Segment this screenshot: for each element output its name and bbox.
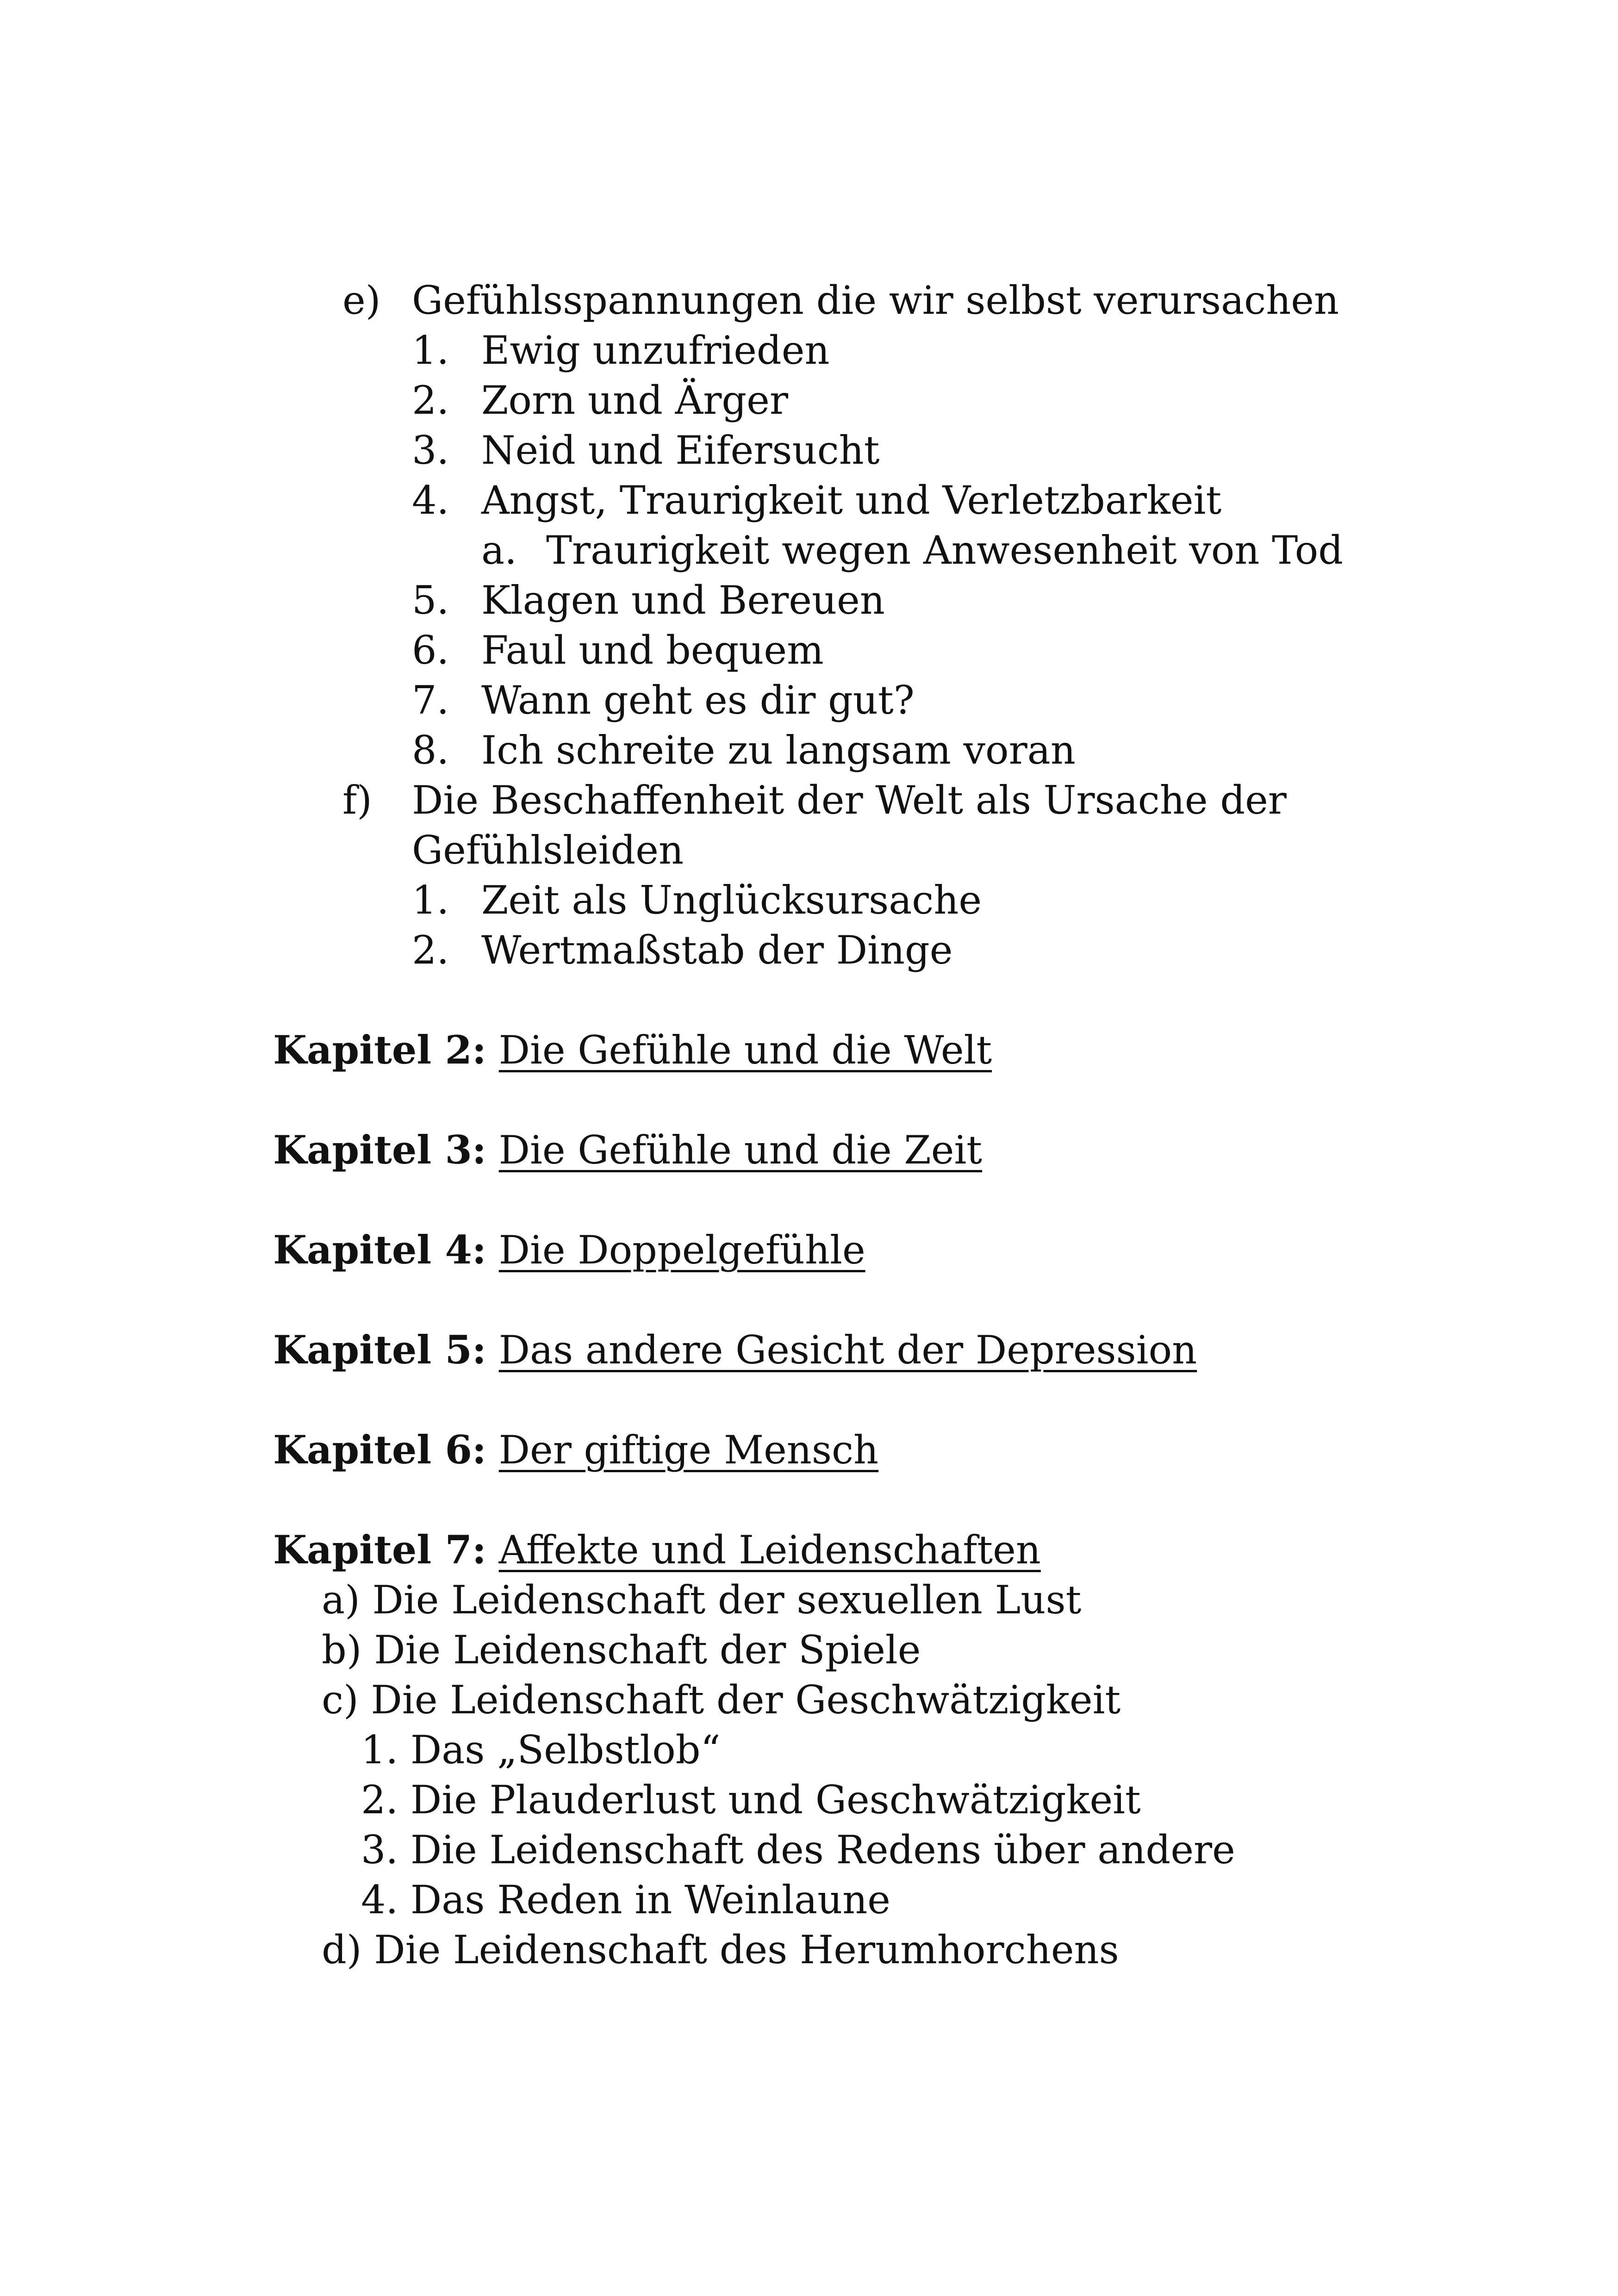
list-item: Ich schreite zu langsam voran (481, 728, 1076, 773)
list-item: d) Die Leidenschaft des Herumhorchens (322, 1927, 1119, 1972)
sublist-letter: a. (481, 528, 517, 573)
list-item: Zeit als Unglücksursache (481, 877, 982, 923)
chapter-label: Kapitel 5: (273, 1327, 486, 1373)
section-heading: Gefühlsspannungen die wir selbst verursachen (412, 278, 1339, 323)
list-marker: f) (342, 778, 372, 823)
chapter-title: Die Gefühle und die Welt (498, 1027, 992, 1073)
list-item: Wann geht es dir gut? (481, 678, 915, 723)
chapter-heading (273, 1525, 1041, 1575)
chapter-heading (273, 1125, 982, 1175)
list-number: 6. (412, 628, 449, 673)
list-number: 3. (412, 428, 449, 473)
list-item: Angst, Traurigkeit und Verletzbarkeit (481, 478, 1222, 523)
list-item: Faul und bequem (481, 628, 824, 673)
list-item: Wertmaßstab der Dinge (481, 927, 953, 973)
list-item: Klagen und Bereuen (481, 578, 885, 623)
list-number: 1. (412, 328, 449, 373)
chapter-label: Kapitel 3: (273, 1127, 486, 1173)
list-number: 1. (412, 877, 449, 923)
chapter-heading (273, 1325, 1197, 1375)
list-item: c) Die Leidenschaft der Geschwätzigkeit (322, 1677, 1121, 1723)
list-number: 7. (412, 678, 449, 723)
sublist-item: 2. Die Plauderlust und Geschwätzigkeit (361, 1777, 1141, 1823)
sublist-item: 4. Das Reden in Weinlaune (361, 1877, 891, 1923)
list-number: 5. (412, 578, 449, 623)
chapter-title: Das andere Gesicht der Depression (498, 1327, 1197, 1373)
section-heading: Die Beschaffenheit der Welt als Ursache der (412, 778, 1287, 823)
sublist-item: 1. Das „Selbstlob“ (361, 1727, 721, 1773)
list-number: 8. (412, 728, 449, 773)
chapter-title: Affekte und Leidenschaften (498, 1527, 1041, 1573)
chapter-heading (273, 1025, 992, 1075)
section-heading-continued: Gefühlsleiden (412, 828, 684, 873)
chapter-label: Kapitel 2: (273, 1027, 486, 1073)
list-number: 2. (412, 927, 449, 973)
chapter-label: Kapitel 6: (273, 1427, 486, 1473)
list-marker: e) (342, 278, 381, 323)
chapter-label: Kapitel 4: (273, 1227, 486, 1273)
list-item: Ewig unzufrieden (481, 328, 830, 373)
chapter-title: Der giftige Mensch (498, 1427, 879, 1473)
sublist-item: 3. Die Leidenschaft des Redens über andere (361, 1827, 1235, 1873)
sublist-item: Traurigkeit wegen Anwesenheit von Tod (546, 528, 1344, 573)
list-item: Zorn und Ärger (481, 378, 789, 423)
chapter-title: Die Gefühle und die Zeit (498, 1127, 983, 1173)
chapter-title: Die Doppelgefühle (498, 1227, 865, 1273)
chapter-heading (273, 1225, 865, 1275)
list-item: a) Die Leidenschaft der sexuellen Lust (322, 1577, 1082, 1623)
chapter-heading (273, 1425, 878, 1475)
list-number: 4. (412, 478, 449, 523)
list-item: b) Die Leidenschaft der Spiele (322, 1627, 921, 1673)
list-item: Neid und Eifersucht (481, 428, 880, 473)
chapter-label: Kapitel 7: (273, 1527, 486, 1573)
list-number: 2. (412, 378, 449, 423)
